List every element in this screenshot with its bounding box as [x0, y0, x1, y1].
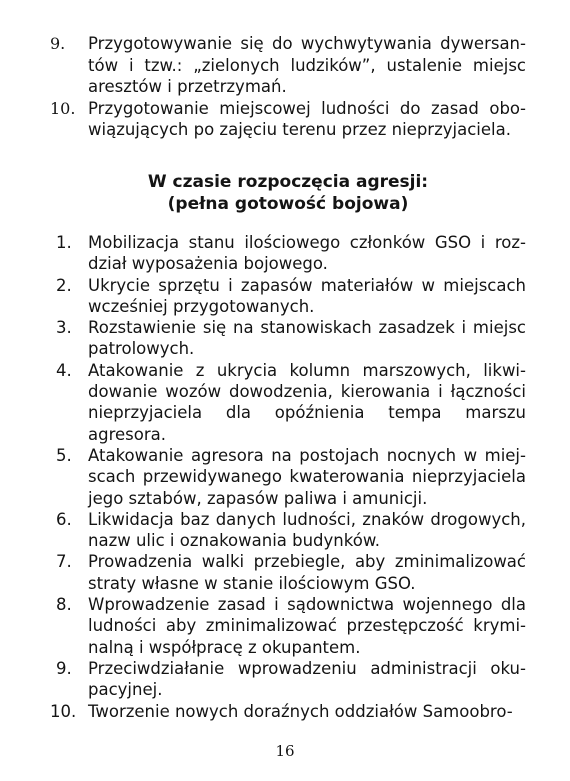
list-item-number: 9.: [56, 658, 72, 678]
list-item-text: Likwidacja baz danych ludności, znaków drogowych, nazw ulic i oznakowania budynków.: [88, 509, 526, 551]
list-item: [50, 360, 526, 445]
list-item: [50, 594, 526, 658]
list-item-number: 8.: [56, 595, 72, 615]
list-item-text: Wprowadzenie zasad i sądownictwa wojennego dla ludności aby zminimalizować przestępczość kryminalną i współpracę z okupantem.: [88, 595, 526, 657]
list-item-number: 4.: [56, 360, 72, 380]
list-item-text: Tworzenie nowych doraźnych oddziałów Samoobro-: [88, 701, 513, 721]
list-item: [50, 275, 526, 318]
list-item-text: Przygotowywanie się do wychwytywania dywersantów i tzw.: „zielonych ludzików”, ustalenie miejsc aresztów i przetrzymań.: [88, 34, 526, 96]
list-item-number: 10.: [50, 98, 76, 118]
list-item-number: 5.: [56, 445, 72, 465]
section-heading-line-1: W czasie rozpoczęcia agresji:: [147, 172, 429, 192]
section-heading-line-2: (pełna gotowość bojowa): [167, 193, 409, 214]
list-item-number: 7.: [56, 552, 72, 572]
section-heading: [50, 172, 526, 215]
list-item: [50, 33, 526, 98]
list-item-number: 2.: [56, 275, 72, 295]
page-number: 16: [275, 742, 295, 760]
list-item-text: Przygotowanie miejscowej ludności do zasad obowiązujących po zajęciu terenu przez nieprzyjaciela.: [88, 98, 526, 139]
list-item: [50, 509, 526, 552]
list-item-number: 6.: [56, 509, 72, 529]
aggression-actions-list: [50, 232, 526, 722]
list-item-text: Atakowanie z ukrycia kolumn marszowych, likwidowanie wozów dowodzenia, kierowania i łączności nieprzyjaciela dla opóźnienia tempa marszu agresora.: [88, 360, 526, 444]
list-item: [50, 232, 526, 275]
list-item-text: Przeciwdziałanie wprowadzeniu administracji okupacyjnej.: [88, 658, 526, 700]
list-item-number: 3.: [56, 318, 72, 338]
list-item-text: Mobilizacja stanu ilościowego członków GSO i rozdział wyposażenia bojowego.: [88, 233, 526, 274]
list-item-text: Prowadzenia walki przebiegle, aby zminimalizować straty własne w stanie ilościowym GSO.: [88, 552, 526, 593]
list-item: [50, 445, 526, 509]
list-item-text: Ukrycie sprzętu i zapasów materiałów w miejscach wcześniej przygotowanych.: [88, 275, 526, 316]
list-item: [50, 658, 526, 701]
list-item-number: 10.: [50, 701, 77, 721]
list-item: [50, 317, 526, 360]
list-item-text: Atakowanie agresora na postojach nocnych w miejscach przewidywanego kwaterowania nieprzyjaciela jego sztabów, zapasów paliwa i amunicji.: [88, 445, 526, 508]
list-item: [50, 701, 526, 722]
list-item-number: 1.: [56, 233, 72, 252]
continued-list: [50, 33, 526, 141]
list-item: [50, 551, 526, 594]
list-item-text: Rozstawienie się na stanowiskach zasadzek i miejsc patrolowych.: [88, 318, 526, 359]
list-item-number: 9.: [50, 34, 66, 53]
list-item: [50, 98, 526, 141]
